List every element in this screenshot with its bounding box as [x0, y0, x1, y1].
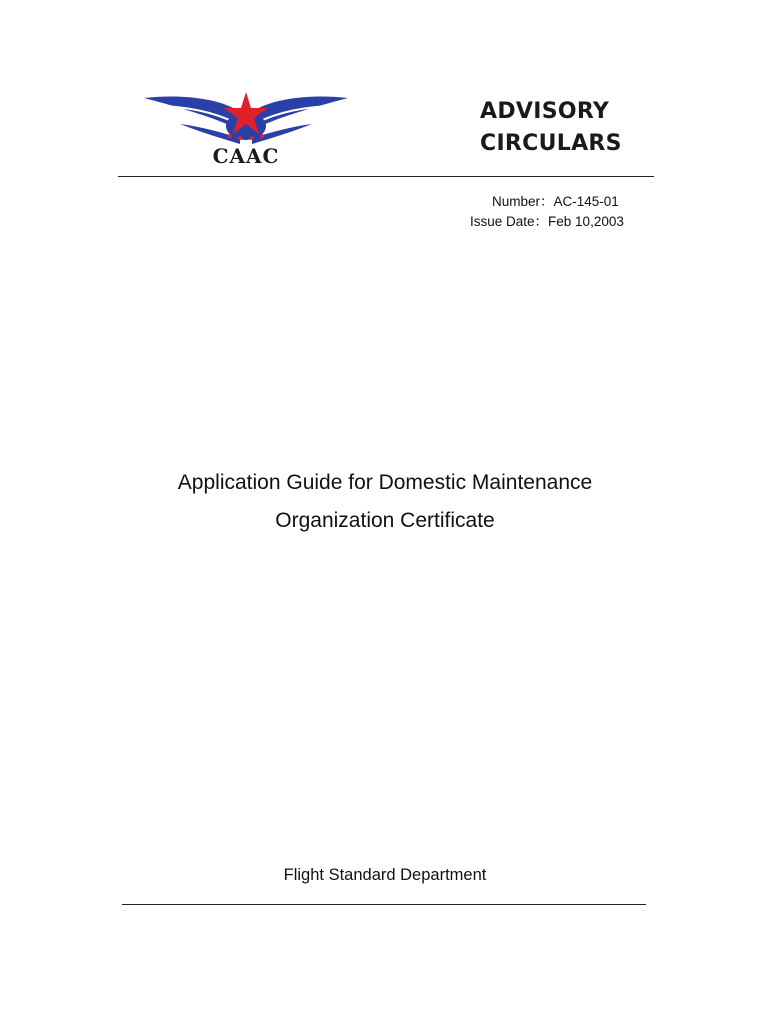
header-divider [118, 176, 654, 177]
caac-logo [140, 90, 352, 170]
footer-divider [122, 904, 646, 905]
document-title-line-1: Application Guide for Domestic Maintenance [177, 471, 593, 494]
document-number: Number：AC-145-01 [492, 194, 619, 209]
issue-date: Issue Date：Feb 10,2003 [470, 214, 624, 229]
heading-line-2: CIRCULARS [480, 131, 622, 156]
document-meta [470, 192, 670, 232]
winged-star-icon [140, 90, 352, 150]
document-title [100, 464, 670, 540]
heading-line-1: ADVISORY [480, 99, 610, 124]
document-title-line-2: Organization Certificate [275, 509, 495, 532]
logo-text: CAAC [212, 144, 280, 168]
advisory-circulars-heading [480, 96, 622, 160]
department-name: Flight Standard Department [283, 866, 487, 884]
